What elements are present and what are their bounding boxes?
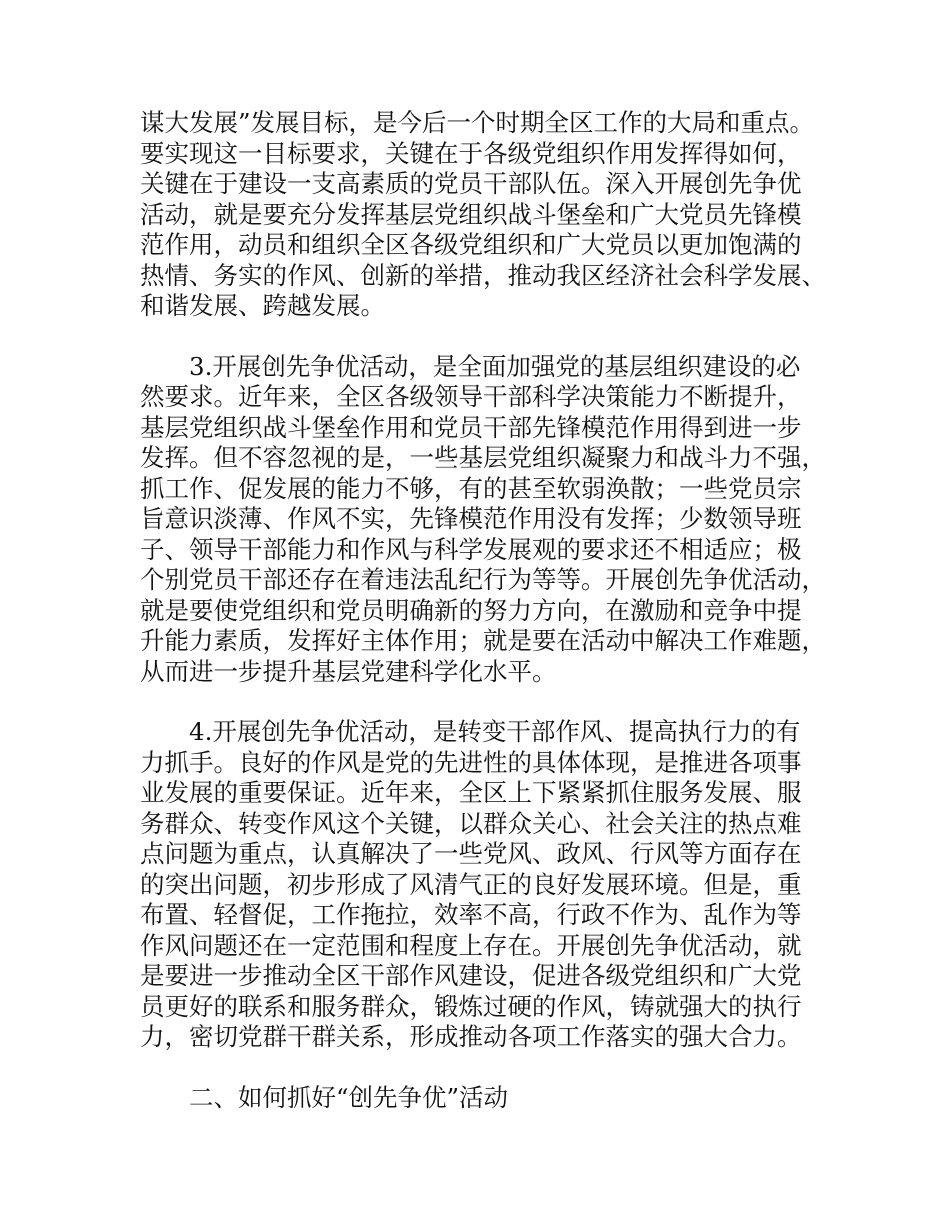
text-line: 子、领导干部能力和作风与科学发展观的要求还不相适应；极 (140, 534, 802, 564)
text-line: 就是要使党组织和党员明确新的努力方向，在激励和竞争中提 (140, 595, 802, 625)
text-line: 3.开展创先争优活动，是全面加强党的基层组织建设的必 (140, 351, 801, 381)
paragraph-goal-continuation (140, 108, 830, 322)
text-line: 活动，就是要充分发挥基层党组织战斗堡垒和广大党员先锋模 (140, 199, 802, 229)
text-line: 布置、轻督促，工作拖拉，效率不高，行政不作为、乱作为等 (140, 900, 802, 929)
paragraph-point-4 (140, 717, 830, 1053)
paragraph-spacer (140, 1053, 830, 1083)
text-line: 和谐发展、跨越发展。 (140, 291, 385, 320)
paragraph-point-3 (140, 352, 830, 688)
text-line: 力，密切党群干群关系，形成推动各项工作落实的强大合力。 (140, 1022, 802, 1051)
text-line: 抓工作、促发展的能力不够，有的甚至软弱涣散；一些党员宗 (140, 473, 802, 503)
text-line: 是要进一步推动全区干部作风建设，促进各级党组织和广大党 (140, 961, 802, 990)
text-line: 发挥。但不容忽视的是，一些基层党组织凝聚力和战斗力不强， (140, 443, 826, 472)
text-line: 业发展的重要保证。近年来，全区上下紧紧抓住服务发展、服 (140, 778, 802, 807)
text-line: 务群众、转变作风这个关键，以群众关心、社会关注的热点难 (140, 808, 802, 838)
text-line: 然要求。近年来，全区各级领导干部科学决策能力不断提升， (140, 382, 802, 411)
text-line: 个别党员干部还存在着违法乱纪行为等等。开展创先争优活动， (140, 565, 826, 594)
text-line: 升能力素质，发挥好主体作用；就是要在活动中解决工作难题， (140, 626, 826, 655)
text-line: 的突出问题，初步形成了风清气正的良好发展环境。但是，重 (140, 869, 802, 899)
text-line: 范作用，动员和组织全区各级党组织和广大党员以更加饱满的 (140, 230, 802, 259)
text-line: 热情、务实的作风、创新的举措，推动我区经济社会科学发展、 (140, 260, 826, 290)
text-line: 4.开展创先争优活动，是转变干部作风、提高执行力的有 (140, 717, 801, 746)
paragraph-spacer (140, 687, 830, 717)
text-line: 力抓手。良好的作风是党的先进性的具体体现，是推进各项事 (140, 747, 802, 777)
text-line: 谋大发展”发展目标，是今后一个时期全区工作的大局和重点。 (140, 108, 815, 137)
text-line: 从而进一步提升基层党建科学化水平。 (140, 656, 557, 686)
section-heading-2 (140, 1083, 830, 1114)
text-line: 点问题为重点，认真解决了一些党风、政风、行风等方面存在 (140, 839, 802, 868)
text-line: 关键在于建设一支高素质的党员干部队伍。深入开展创先争优 (140, 169, 802, 198)
text-line: 员更好的联系和服务群众，锻炼过硬的作风，铸就强大的执行 (140, 991, 802, 1021)
text-line: 旨意识淡薄、作风不实，先锋模范作用没有发挥；少数领导班 (140, 504, 802, 533)
text-line: 要实现这一目标要求，关键在于各级党组织作用发挥得如何， (140, 138, 802, 168)
document-body (140, 108, 830, 1113)
section-heading: 二、如何抓好“创先争优”活动 (140, 1082, 509, 1112)
text-line: 基层党组织战斗堡垒作用和党员干部先锋模范作用得到进一步 (140, 412, 802, 442)
paragraph-spacer (140, 322, 830, 352)
text-line: 作风问题还在一定范围和程度上存在。开展创先争优活动，就 (140, 930, 802, 960)
